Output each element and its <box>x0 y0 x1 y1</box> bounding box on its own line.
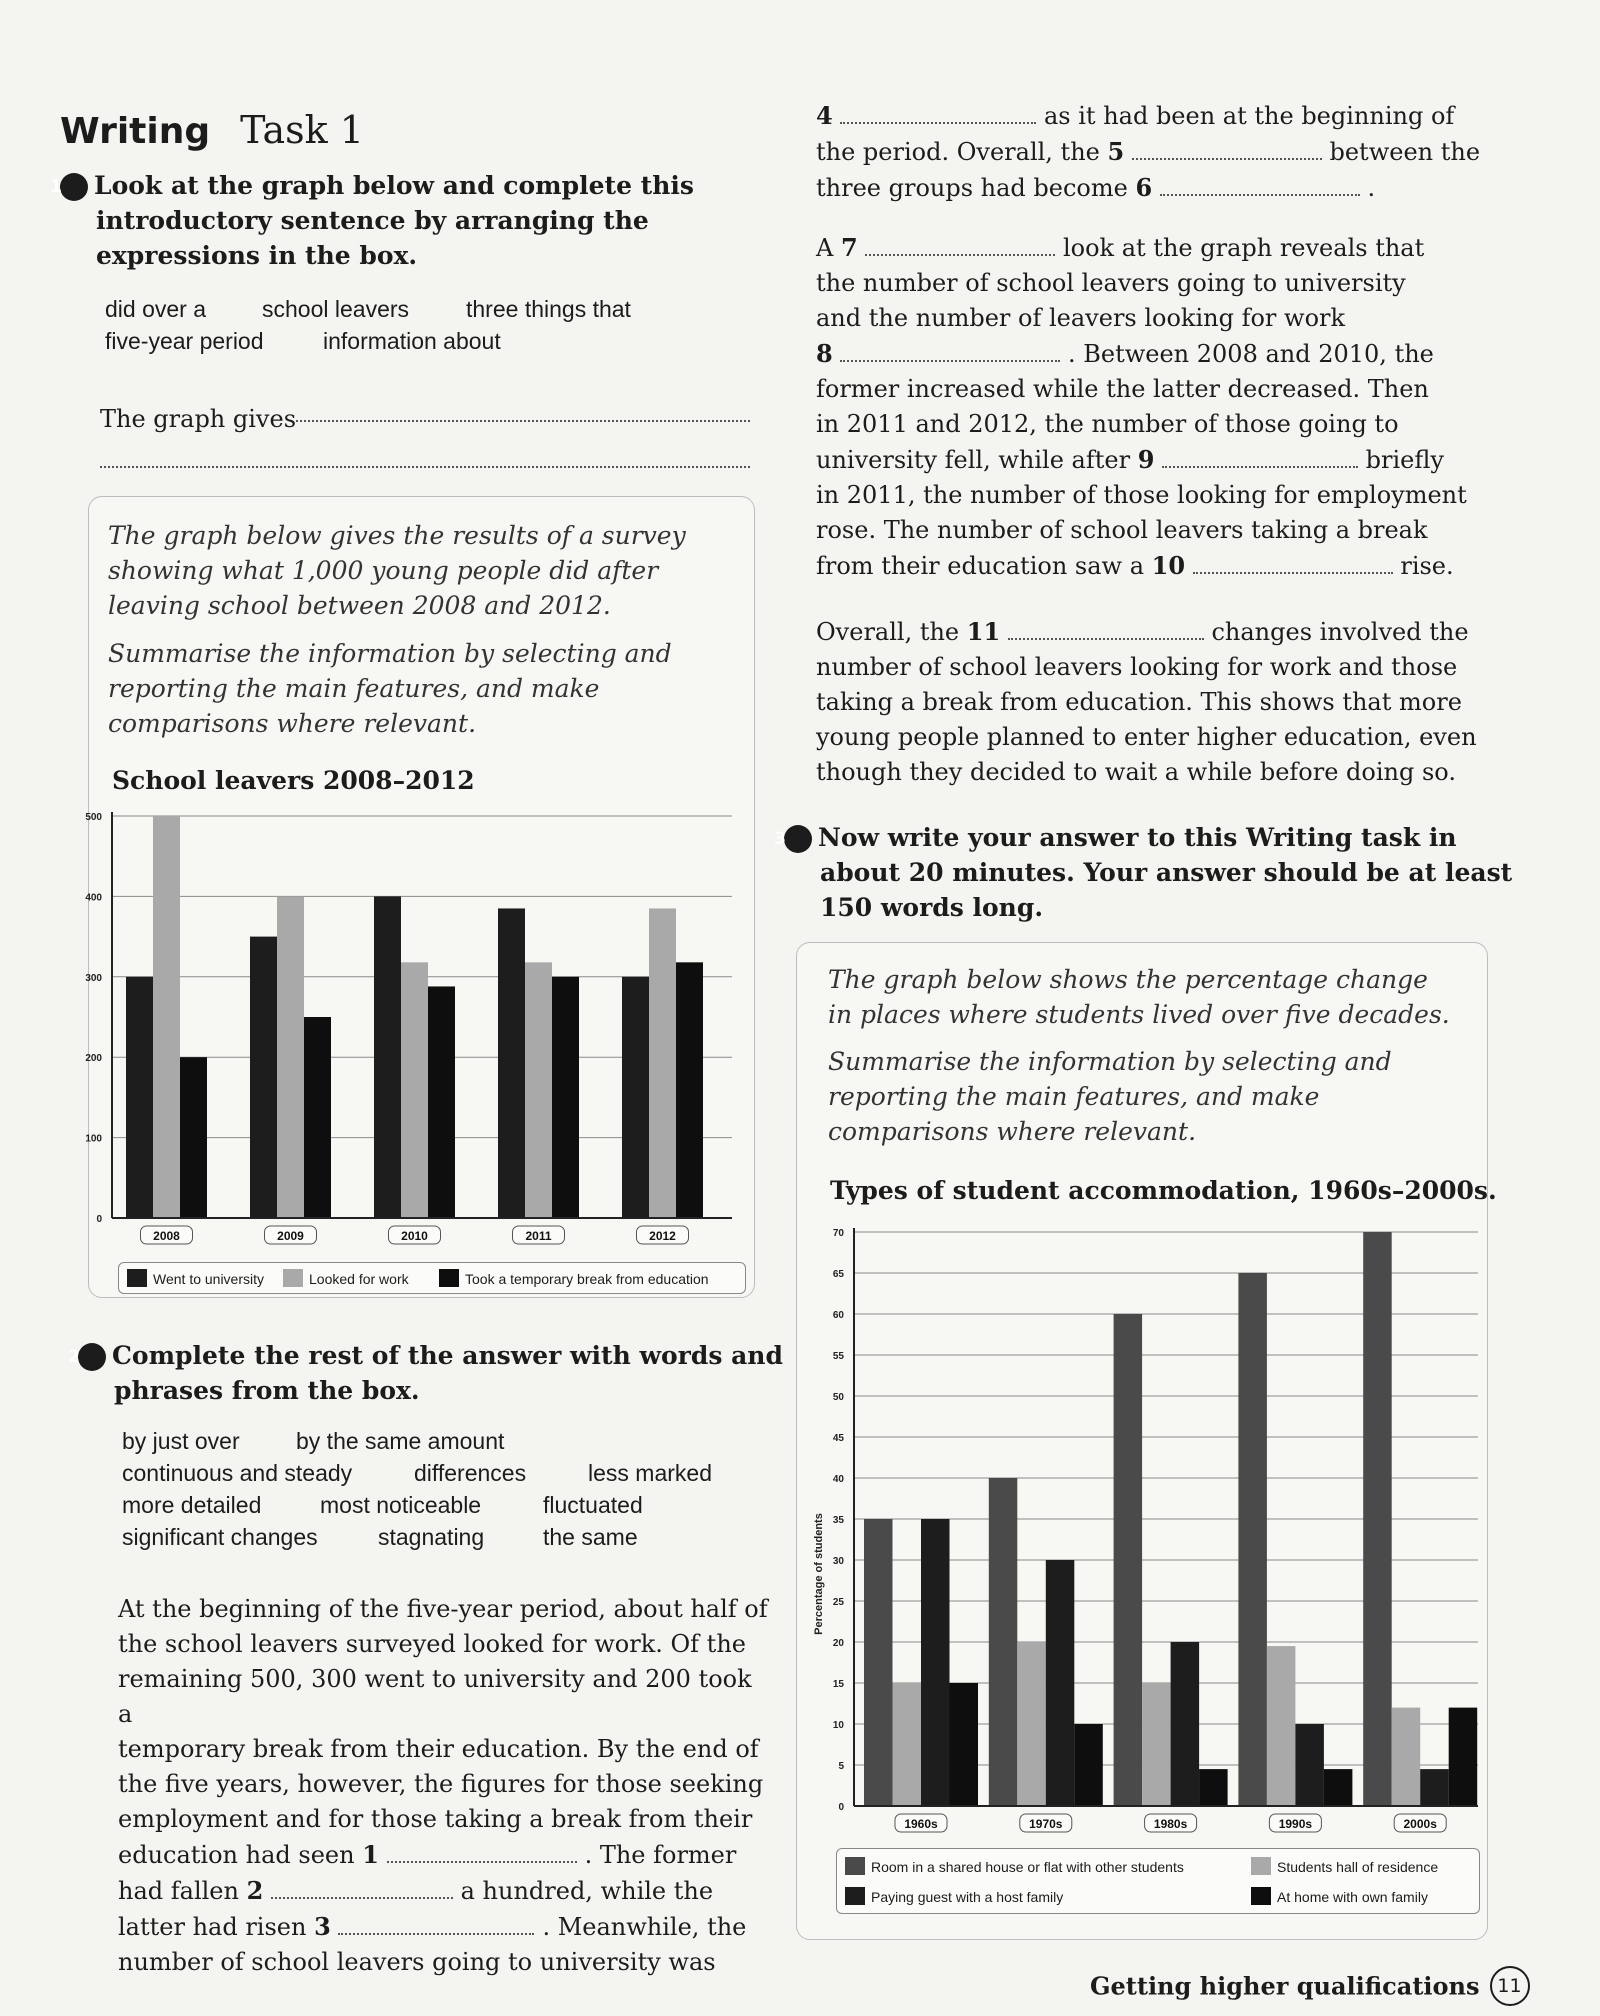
q2-word: differences <box>414 1460 527 1486</box>
bar-1970s-3 <box>1074 1724 1103 1806</box>
q2-word: the same <box>543 1524 638 1550</box>
legend-label: Looked for work <box>309 1271 409 1287</box>
answer-blank-9[interactable] <box>1162 446 1358 468</box>
legend-item-break <box>439 1269 709 1287</box>
q1-word: school leavers <box>262 296 410 322</box>
y-tick-label: 10 <box>832 1720 844 1731</box>
legend-label: Room in a shared house or flat with other students <box>871 1859 1184 1875</box>
bar-2009-1 <box>277 896 304 1218</box>
q2-word: by just over <box>122 1428 240 1454</box>
q2-text: . Meanwhile, the <box>542 1913 747 1941</box>
bar-2000s-2 <box>1420 1769 1449 1806</box>
right-text: . Between 2008 and 2010, the <box>1067 340 1434 368</box>
right-line: rose. The number of school leavers taking a break <box>816 516 1428 544</box>
q2-word: significant changes <box>122 1524 318 1550</box>
right-line: though they decided to wait a while before doing so. <box>816 758 1456 786</box>
legend-swatch-black <box>439 1269 459 1287</box>
right-line: in 2011, the number of those looking for employment <box>816 481 1467 509</box>
bar-2012-1 <box>649 908 676 1218</box>
y-tick-label: 200 <box>85 1053 102 1065</box>
answer-blank-3[interactable] <box>338 1913 534 1935</box>
right-para-1 <box>816 98 1496 206</box>
x-tick-label: 2012 <box>649 1229 676 1243</box>
right-line: in 2011 and 2012, the number of those going to <box>816 410 1399 438</box>
bar-2000s-0 <box>1363 1232 1392 1806</box>
bar-1960s-0 <box>864 1519 893 1806</box>
bar-1960s-1 <box>893 1683 922 1806</box>
right-line: taking a break from education. This shows that more <box>816 688 1462 716</box>
q3-instruction <box>774 820 1520 925</box>
answer-blank-6[interactable] <box>1160 174 1360 196</box>
right-text: rise. <box>1400 552 1454 580</box>
answer-blank-1[interactable] <box>387 1841 577 1863</box>
q2-word: stagnating <box>378 1524 485 1550</box>
blank-number-11: 11 <box>966 617 1001 646</box>
answer-blank-7[interactable] <box>865 234 1055 256</box>
legend-item-host-family <box>845 1887 1063 1905</box>
bar-1980s-2 <box>1171 1642 1200 1806</box>
right-line: former increased while the latter decreased. Then <box>816 375 1429 403</box>
q1-word: did over a <box>105 296 207 322</box>
q2-line: the five years, however, the figures for those seeking <box>118 1770 764 1798</box>
right-text: A <box>816 234 834 262</box>
right-line-blank-6 <box>816 170 1496 206</box>
y-tick-label: 55 <box>832 1351 844 1362</box>
answer-blank-10[interactable] <box>1193 552 1393 574</box>
right-line: young people planned to enter higher education, even <box>816 723 1477 751</box>
blank-number-1: 1 <box>362 1840 379 1869</box>
right-para-3 <box>816 614 1496 790</box>
legend-item-home <box>1251 1887 1428 1905</box>
blank-number-8: 8 <box>816 339 833 368</box>
right-text: between the <box>1329 138 1481 166</box>
right-text: . <box>1367 174 1376 202</box>
q2-word: by the same amount <box>296 1428 505 1454</box>
bar-1960s-3 <box>950 1683 979 1806</box>
bar-2009-0 <box>250 937 277 1218</box>
bar-1990s-3 <box>1324 1769 1353 1806</box>
bar-1980s-1 <box>1142 1683 1171 1806</box>
q2-line: employment and for those taking a break from their <box>118 1805 753 1833</box>
right-text: as it had been at the beginning of <box>1043 102 1455 130</box>
task1-para2: Summarise the information by selecting and reporting the main features, and make comparisons where relevant. <box>108 639 672 738</box>
q2-text: a hundred, while the <box>460 1877 714 1905</box>
q3-instruction-text: Now write your answer to this Writing task in about 20 minutes. Your answer should be at least 150 words long. <box>818 823 1513 922</box>
blank-number-3: 3 <box>314 1912 331 1941</box>
legend-swatch-black <box>1251 1887 1271 1905</box>
answer-blank-11[interactable] <box>1008 618 1204 640</box>
y-tick-label: 500 <box>85 812 102 823</box>
x-tick-label: 2000s <box>1403 1817 1437 1831</box>
bar-1960s-2 <box>921 1519 950 1806</box>
answer-blank-4[interactable] <box>840 102 1036 124</box>
blank-number-10: 10 <box>1151 551 1186 580</box>
q2-instruction-text: Complete the rest of the answer with words and phrases from the box. <box>112 1341 783 1405</box>
bar-1980s-3 <box>1199 1769 1228 1806</box>
q2-word: fluctuated <box>543 1492 643 1518</box>
legend-label: Went to university <box>153 1271 265 1287</box>
bar-2011-2 <box>552 977 579 1218</box>
title-writing: Writing <box>60 111 211 152</box>
right-text: briefly <box>1365 446 1444 474</box>
q2-text: latter had risen <box>118 1913 307 1941</box>
chart2-ylabel: Percentage of students <box>813 1513 825 1635</box>
y-tick-label: 20 <box>832 1638 844 1649</box>
right-text: changes involved the <box>1211 618 1469 646</box>
legend-label: Students hall of residence <box>1277 1859 1439 1875</box>
legend-item-university <box>127 1269 264 1287</box>
blank-number-4: 4 <box>816 101 833 130</box>
q2-text: education had seen <box>118 1841 355 1869</box>
x-tick-label: 1970s <box>1029 1817 1063 1831</box>
right-line-blank-10 <box>816 548 1496 584</box>
answer-blank-2[interactable] <box>271 1877 453 1899</box>
chart1-legend <box>118 1262 746 1294</box>
chart1-bars <box>126 816 703 1218</box>
q2-word: more detailed <box>122 1492 262 1518</box>
q2-word: most noticeable <box>320 1492 482 1518</box>
right-line: number of school leavers looking for work and those <box>816 653 1458 681</box>
q1-instruction-text: Look at the graph below and complete this introductory sentence by arranging the expressions in the box. <box>94 171 694 270</box>
bar-2011-1 <box>525 962 552 1218</box>
bar-2008-0 <box>126 977 153 1218</box>
q2-line: the school leavers surveyed looked for work. Of the <box>118 1630 746 1658</box>
q1-number-badge: 1 <box>60 173 88 201</box>
q1-answer-blank[interactable] <box>296 420 750 422</box>
task1-para1: The graph below gives the results of a survey showing what 1,000 young people did after leaving school between 2008 and 2012. <box>108 521 686 620</box>
q1-answer-line <box>100 402 296 437</box>
y-tick-label: 5 <box>838 1761 844 1772</box>
bar-1990s-1 <box>1267 1646 1296 1806</box>
page-title <box>60 108 364 152</box>
page-number: 11 <box>1490 1966 1530 2006</box>
y-tick-label: 15 <box>832 1679 844 1690</box>
q1-sentence-start: The graph gives <box>100 405 297 433</box>
bar-2011-0 <box>498 908 525 1218</box>
answer-blank-5[interactable] <box>1132 138 1322 160</box>
y-tick-label: 100 <box>85 1133 102 1145</box>
q2-instruction <box>68 1338 794 1408</box>
y-tick-label: 25 <box>832 1597 844 1608</box>
q3-number-badge: 3 <box>784 825 812 853</box>
q2-line: remaining 500, 300 went to university and 200 took a <box>118 1665 752 1728</box>
bar-1970s-2 <box>1046 1560 1075 1806</box>
bar-2012-2 <box>676 962 703 1218</box>
chart2-legend <box>836 1848 1480 1914</box>
legend-swatch-dark <box>127 1269 147 1287</box>
q2-line: temporary break from their education. By the end of <box>118 1735 759 1763</box>
bar-1980s-0 <box>1114 1314 1143 1806</box>
right-text: look at the graph reveals that <box>1062 234 1425 262</box>
bar-2000s-3 <box>1449 1708 1478 1806</box>
chart1-title: School leavers 2008–2012 <box>112 766 475 795</box>
right-line-blank-8 <box>816 336 1496 372</box>
blank-number-2: 2 <box>246 1876 264 1905</box>
q2-text: had fallen <box>118 1877 239 1905</box>
y-tick-label: 60 <box>832 1310 844 1321</box>
right-text: three groups had become <box>816 174 1128 202</box>
bar-1990s-0 <box>1238 1273 1267 1806</box>
right-line-blank-5 <box>816 134 1496 170</box>
title-task: Task 1 <box>240 108 364 152</box>
bar-1970s-0 <box>989 1478 1018 1806</box>
blank-number-6: 6 <box>1135 173 1153 202</box>
y-tick-label: 0 <box>838 1802 844 1813</box>
legend-swatch-dark <box>845 1887 865 1905</box>
legend-swatch-mid <box>845 1857 865 1875</box>
chart1 <box>60 800 760 1250</box>
x-tick-label: 2011 <box>525 1229 552 1243</box>
q1-word: five-year period <box>105 328 264 354</box>
bar-2010-1 <box>401 962 428 1218</box>
answer-blank-8[interactable] <box>840 340 1060 362</box>
bar-2010-0 <box>374 896 401 1218</box>
y-tick-label: 300 <box>85 972 102 984</box>
q1-answer-blank-2[interactable] <box>100 466 750 468</box>
task2-para1: The graph below shows the percentage change in places where students lived over five decades. <box>828 965 1450 1029</box>
legend-label: Took a temporary break from education <box>465 1271 709 1287</box>
q2-line-blank-3 <box>118 1909 768 1945</box>
right-text: the period. Overall, the <box>816 138 1100 166</box>
right-line-blank-11 <box>816 614 1496 650</box>
right-line-blank-7 <box>816 230 1496 266</box>
legend-item-shared-room <box>845 1857 1184 1875</box>
bar-2008-1 <box>153 816 180 1218</box>
q2-line-blank-1 <box>118 1837 768 1873</box>
q2-text: . The former <box>584 1841 737 1869</box>
right-line: the number of school leavers going to university <box>816 269 1406 297</box>
blank-number-5: 5 <box>1107 137 1125 166</box>
bar-1990s-2 <box>1295 1724 1324 1806</box>
q1-instruction <box>50 168 736 273</box>
x-tick-label: 2010 <box>401 1229 428 1243</box>
x-tick-label: 2009 <box>277 1229 304 1243</box>
bar-2010-2 <box>428 986 455 1218</box>
x-tick-label: 2008 <box>153 1229 180 1243</box>
y-tick-label: 45 <box>832 1433 844 1444</box>
bar-1970s-1 <box>1017 1642 1046 1806</box>
q2-word: continuous and steady <box>122 1460 353 1486</box>
legend-label: Paying guest with a host family <box>871 1889 1064 1905</box>
y-tick-label: 50 <box>832 1392 844 1403</box>
legend-item-hall <box>1251 1857 1438 1875</box>
q1-word: three things that <box>466 296 631 322</box>
y-tick-label: 40 <box>832 1474 844 1485</box>
footer-text: Getting higher qualifications <box>1090 1971 1480 2001</box>
legend-item-work <box>283 1269 409 1287</box>
y-tick-label: 70 <box>832 1228 844 1239</box>
q2-line-blank-2 <box>118 1873 768 1909</box>
right-line-blank-4 <box>816 98 1496 134</box>
y-tick-label: 35 <box>832 1515 844 1526</box>
blank-number-7: 7 <box>840 233 858 262</box>
right-line: and the number of leavers looking for work <box>816 304 1346 332</box>
bar-2000s-1 <box>1392 1708 1421 1806</box>
right-text: Overall, the <box>816 618 960 646</box>
q2-number-badge: 2 <box>78 1343 106 1371</box>
y-tick-label: 400 <box>85 892 102 904</box>
right-text: from their education saw a <box>816 552 1145 580</box>
chart2 <box>796 1214 1496 1834</box>
legend-swatch-light <box>283 1269 303 1287</box>
page-footer <box>1090 1966 1530 2006</box>
q2-line: At the beginning of the five-year period, about half of <box>118 1595 768 1623</box>
right-para-2 <box>816 230 1496 584</box>
legend-swatch-light <box>1251 1857 1271 1875</box>
right-text: university fell, while after <box>816 446 1131 474</box>
x-tick-label: 1990s <box>1278 1817 1313 1831</box>
y-tick-label: 0 <box>96 1214 102 1225</box>
bar-2009-2 <box>304 1017 331 1218</box>
bar-2012-0 <box>622 977 649 1218</box>
bar-2008-2 <box>180 1057 207 1218</box>
chart2-title: Types of student accommodation, 1960s–2000s. <box>830 1176 1497 1205</box>
right-line-blank-9 <box>816 442 1496 478</box>
x-tick-label: 1960s <box>904 1817 938 1831</box>
q2-answer-text <box>118 1592 768 1980</box>
blank-number-9: 9 <box>1137 445 1155 474</box>
legend-label: At home with own family <box>1277 1889 1428 1905</box>
task2-para2: Summarise the information by selecting and reporting the main features, and make comparisons where relevant. <box>828 1047 1392 1146</box>
y-tick-label: 65 <box>832 1269 844 1280</box>
q1-word: information about <box>323 328 501 354</box>
q2-word: less marked <box>588 1460 712 1486</box>
x-tick-label: 1980s <box>1153 1817 1188 1831</box>
q2-line: number of school leavers going to university was <box>118 1948 716 1976</box>
y-tick-label: 30 <box>832 1556 844 1567</box>
